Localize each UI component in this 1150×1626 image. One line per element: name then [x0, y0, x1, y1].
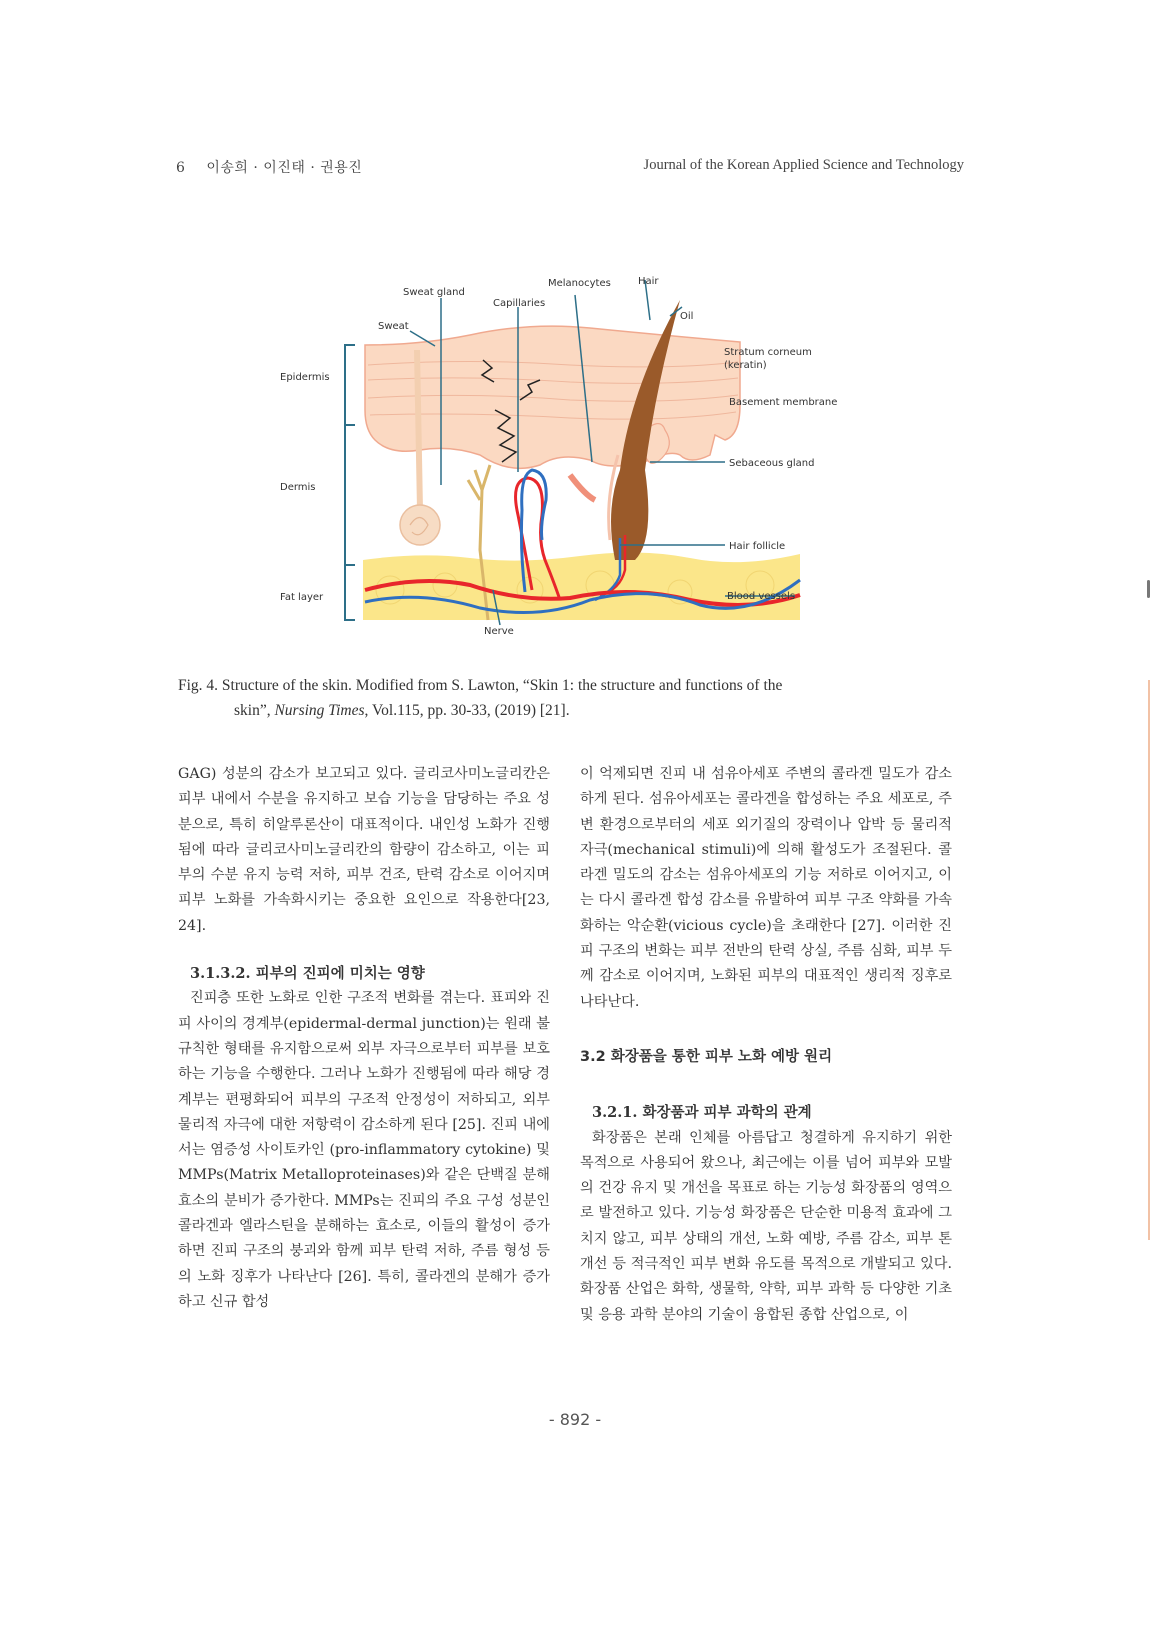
left-column [178, 762, 550, 1315]
label-sebaceous-gland: Sebaceous gland [729, 458, 815, 469]
label-keratin: (keratin) [724, 360, 767, 371]
caption-line-2: skin”, Nursing Times, Vol.115, pp. 30-33, (2019) [21]. [234, 702, 570, 719]
section-heading-3-2: 3.2 화장품을 통한 피부 노화 예방 원리 [580, 1048, 833, 1065]
page-number: 6 [176, 160, 186, 176]
caption-journal-italic: Nursing Times [274, 702, 365, 719]
label-hair: Hair [638, 276, 659, 287]
label-nerve: Nerve [484, 626, 514, 637]
label-fat-layer: Fat layer [280, 592, 324, 603]
label-sweat-gland: Sweat gland [403, 287, 465, 298]
label-basement-membrane: Basement membrane [729, 397, 838, 408]
right-paragraph-1: 이 억제되면 진피 내 섬유아세포 주변의 콜라겐 밀도가 감소하게 된다. 섬유아세포는 콜라겐을 합성하는 주요 세포로, 주변 환경으로부터의 세포 외기질의 장력이나 압박 등 물리적 자극(mechanical stimuli)에 의해 활성도가 조절된다. 콜라겐 밀도의 감소는 섬유아세포의 기능 저하로 이어지고, 이는 다시 콜라겐 합성 감소를 유발하여 피부 구조 약화를 가속화하는 악순환(vicious cycle)을 초래한다 [27]. 이러한 진피 구조의 변화는 피부 전반의 탄력 상실, 주름 심화, 피부 두께 감소로 이어지며, 노화된 피부의 대표적인 생리적 징후로 나타난다. [580, 766, 952, 1010]
layer-brackets [345, 345, 355, 620]
fat-layer-shape [363, 552, 800, 620]
section-heading-3-2-1: 3.2.1. 화장품과 피부 과학의 관계 [592, 1104, 812, 1122]
label-oil: Oil [680, 311, 694, 322]
label-capillaries: Capillaries [493, 298, 546, 309]
page-footer-number: - 892 - [548, 1410, 602, 1429]
right-column [580, 762, 952, 1328]
author-list: 이송희 · 이진태 · 권용진 [206, 160, 363, 176]
figure-caption [178, 673, 968, 723]
label-epidermis: Epidermis [280, 372, 330, 383]
label-melanocytes: Melanocytes [548, 278, 611, 289]
right-paragraph-2: 화장품은 본래 인체를 아름답고 청결하게 유지하기 위한 목적으로 사용되어 왔으나, 최근에는 이를 넘어 피부와 모발의 건강 유지 및 개선을 목표로 하는 기능성 화장품의 영역으로 발전하고 있다. 기능성 화장품은 단순한 미용적 효과에 그치지 않고, 피부 상태의 개선, 노화 예방, 주름 감소, 피부 톤 개선 등 적극적인 피부 변화 유도를 목적으로 개발되고 있다. 화장품 산업은 화학, 생물학, 약학, 피부 과학 등 다양한 기초 및 응용 과학 분야의 기술이 융합된 종합 산업으로, 이 [580, 1129, 952, 1323]
label-sweat: Sweat [378, 321, 409, 332]
label-stratum-corneum: Stratum corneum [724, 347, 812, 358]
left-paragraph-2: 진피층 또한 노화로 인한 구조적 변화를 겪는다. 표피와 진피 사이의 경계부(epidermal-dermal junction)는 원래 불규칙한 형태를 유지함으로써 외부 자극으로부터 피부를 보호하는 기능을 수행한다. 그러나 노화가 진행됨에 따라 해당 경계부는 편평화되어 피부의 구조적 안정성이 저하되고, 외부 물리적 자극에 대한 저항력이 감소하게 된다 [25]. 진피 내에서는 염증성 사이토카인 (pro-inflammatory cytokine) 및 MMPs(Matrix Metalloproteinases)와 같은 단백질 분해 효소의 분비가 증가한다. MMPs는 진피의 주요 구성 성분인 콜라겐과 엘라스틴을 분해하는 효소로, 이들의 활성이 증가하면 진피 구조의 붕괴와 함께 피부 탄력 저하, 주름 형성 등의 노화 징후가 나타난다 [26]. 특히, 콜라겐의 분해가 증가하고 신규 합성 [178, 990, 550, 1310]
caption-line-1: Fig. 4. Structure of the skin. Modified from S. Lawton, “Skin 1: the structure and functions of the [178, 677, 783, 694]
skin-structure-figure [270, 240, 870, 660]
label-blood-vessels: Blood vessels [727, 591, 796, 602]
label-hair-follicle: Hair follicle [729, 541, 786, 552]
left-paragraph-1: GAG) 성분의 감소가 보고되고 있다. 글리코사미노글리칸은 피부 내에서 수분을 유지하고 보습 기능을 담당하는 주요 성분으로, 특히 히알루론산이 대표적이다. 내인성 노화가 진행됨에 따라 글리코사미노글리칸의 함량이 감소하고, 이는 피부의 수분 유지 능력 저하, 피부 건조, 탄력 감소로 이어지며 피부 노화를 가속화시키는 중요한 요인으로 작용한다[23, 24]. [178, 766, 550, 934]
section-heading-3-1-3-2: 3.1.3.2. 피부의 진피에 미치는 영향 [190, 965, 425, 983]
label-dermis: Dermis [280, 482, 316, 493]
skin-diagram-illustration [270, 240, 870, 660]
running-header-journal: Journal of the Korean Applied Science and Technology [643, 157, 964, 173]
sweat-gland-coil [400, 505, 440, 545]
running-header-authors [176, 157, 362, 177]
